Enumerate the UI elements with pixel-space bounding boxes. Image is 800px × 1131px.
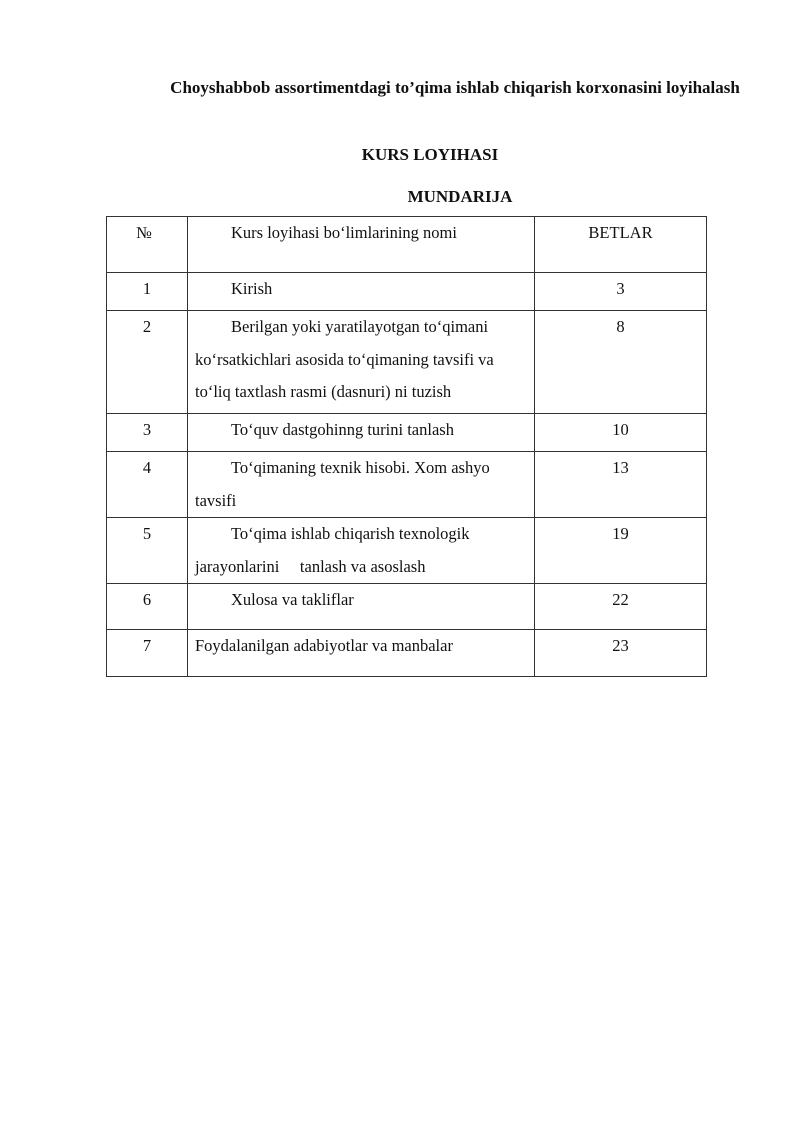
table-row (107, 273, 707, 311)
row-number: 7 (107, 630, 188, 677)
row-page: 13 (535, 452, 707, 518)
table-row (107, 518, 707, 584)
row-number: 5 (107, 518, 188, 584)
header-pages: BETLAR (535, 217, 707, 273)
row-section-name: To‘qima ishlab chiqarish texnologik jarayonlarini tanlash va asoslash (188, 518, 535, 584)
table-row (107, 311, 707, 414)
row-section-name: Kirish (188, 273, 535, 311)
row-page: 23 (535, 630, 707, 677)
header-number: № (107, 217, 188, 273)
row-number: 3 (107, 414, 188, 452)
table-header-row (107, 217, 707, 273)
row-section-name: Foydalanilgan adabiyotlar va manbalar (188, 630, 535, 677)
document-type-label: KURS LOYIHASI (361, 145, 499, 164)
row-section-name: To‘qimaning texnik hisobi. Xom ashyo tavsifi (188, 452, 535, 518)
row-page: 3 (535, 273, 707, 311)
row-number: 2 (107, 311, 188, 414)
table-of-contents (106, 216, 707, 677)
row-number: 6 (107, 584, 188, 630)
row-number: 4 (107, 452, 188, 518)
row-section-name: Xulosa va takliflar (188, 584, 535, 630)
row-page: 19 (535, 518, 707, 584)
table-row (107, 630, 707, 677)
row-number: 1 (107, 273, 188, 311)
document-title: Choyshabbob assortimentdagi to’qima ishlab chiqarish korxonasini loyihalash (170, 78, 740, 97)
header-section-name: Kurs loyihasi bo‘limlarining nomi (188, 217, 535, 273)
row-section-name: Berilgan yoki yaratilayotgan to‘qimani ko‘rsatkichlari asosida to‘qimaning tavsifi va to‘liq taxtlash rasmi (dasnuri) ni tuzish (188, 311, 535, 414)
row-page: 22 (535, 584, 707, 630)
row-section-name: To‘quv dastgohinng turini tanlash (188, 414, 535, 452)
table-row (107, 584, 707, 630)
row-page: 10 (535, 414, 707, 452)
table-row (107, 414, 707, 452)
toc-heading: MUNDARIJA (407, 187, 513, 206)
table-row (107, 452, 707, 518)
row-page: 8 (535, 311, 707, 414)
